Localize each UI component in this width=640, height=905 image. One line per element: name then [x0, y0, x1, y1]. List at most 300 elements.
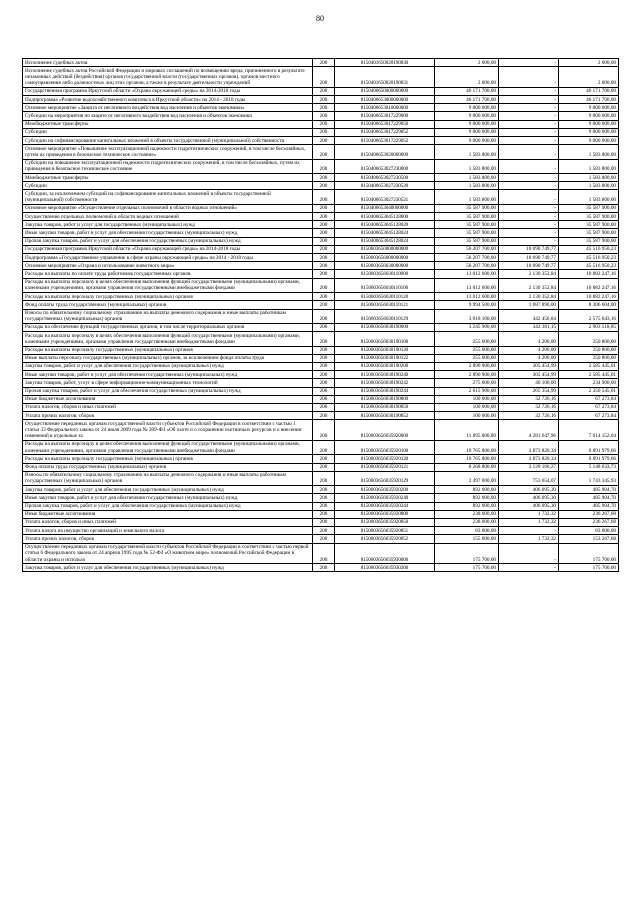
cell-budget-code: 8150406653017229052 — [335, 137, 435, 145]
cell-approved: 46 171 700,00 — [435, 96, 499, 104]
cell-approved: 892 000,00 — [435, 502, 499, 510]
cell-approved: 3 245 900,00 — [435, 323, 499, 331]
cell-line-code: 200 — [313, 309, 335, 323]
cell-unexecuted: 45 516 950,23 — [559, 262, 619, 270]
table-row — [23, 332, 619, 346]
cell-line-code: 200 — [313, 463, 335, 471]
table-row — [23, 229, 619, 237]
cell-name: Уплата прочих налогов, сборов — [23, 535, 313, 543]
cell-approved: 2 615 900,00 — [435, 387, 499, 395]
cell-approved: 9 000 000,00 — [435, 120, 499, 128]
cell-executed: 3 120 166,27 — [499, 463, 559, 471]
cell-name: Субсидии на софинансирование капитальных вложений в объекты государственной (муниципальной) собственности — [23, 137, 313, 145]
cell-budget-code: 8150603656030190000 — [335, 323, 435, 331]
cell-approved: 83 000,00 — [435, 527, 499, 535]
table-row — [23, 510, 619, 518]
cell-budget-code: 8150603656030110129 — [335, 309, 435, 323]
cell-name: Субсидии на повышение эксплуатационной надежности гидротехнических сооружений, в том числе бесхозяйных, путем их приведения в безопасное техническое состояние — [23, 159, 313, 173]
cell-approved: 10 765 800,00 — [435, 455, 499, 463]
cell-line-code: 200 — [313, 237, 335, 245]
cell-budget-code: 8150603656035930000 — [335, 543, 435, 564]
cell-budget-code: 8150603656030190122 — [335, 354, 435, 362]
cell-budget-code: 8150603656000000000 — [335, 254, 435, 262]
cell-executed: 4 281 647,96 — [499, 420, 559, 441]
cell-budget-code: 8150401650020190830 — [335, 59, 435, 67]
cell-name: Иные бюджетные ассигнования — [23, 510, 313, 518]
table-row — [23, 221, 619, 229]
cell-name: Взносы по обязательному социальному страхованию на выплаты денежного содержания и иные выплаты работникам государственных (муниципальных) органов — [23, 471, 313, 485]
cell-line-code: 200 — [313, 137, 335, 145]
cell-approved: 11 895 800,00 — [435, 420, 499, 441]
cell-budget-code: 8150603656030110121 — [335, 301, 435, 309]
cell-budget-code: 8150603650000000000 — [335, 245, 435, 253]
table-row — [23, 362, 619, 370]
cell-approved: 255 000,00 — [435, 354, 499, 362]
cell-line-code: 200 — [313, 346, 335, 354]
cell-approved: 1 583 800,00 — [435, 159, 499, 173]
cell-name: Субсидии — [23, 128, 313, 136]
cell-name: Уплата налогов, сборов и иных платежей — [23, 518, 313, 526]
cell-budget-code: 8150406653010000000 — [335, 104, 435, 112]
cell-executed: - — [499, 120, 559, 128]
cell-budget-code: 8150603656035920121 — [335, 463, 435, 471]
cell-approved: 56 207 700,00 — [435, 262, 499, 270]
cell-unexecuted: 10 882 247,16 — [559, 278, 619, 292]
table-row — [23, 379, 619, 387]
cell-line-code: 200 — [313, 379, 335, 387]
cell-unexecuted: 10 882 247,16 — [559, 293, 619, 301]
cell-executed: 406 095,30 — [499, 494, 559, 502]
cell-line-code: 200 — [313, 190, 335, 204]
cell-unexecuted: 1 743 345,93 — [559, 471, 619, 485]
cell-line-code: 200 — [313, 128, 335, 136]
table-row — [23, 59, 619, 67]
cell-approved: 1 583 800,00 — [435, 174, 499, 182]
cell-budget-code: 8150406653000000000 — [335, 96, 435, 104]
cell-line-code: 200 — [313, 262, 335, 270]
cell-budget-code: 8150603656030190850 — [335, 403, 435, 411]
cell-name: Расходы на обеспечение функций государственных органов, в том числе территориальных органов — [23, 323, 313, 331]
cell-approved: 275 000,00 — [435, 379, 499, 387]
table-row — [23, 346, 619, 354]
table-row — [23, 535, 619, 543]
table-row — [23, 262, 619, 270]
cell-name: Субсидии, за исключением субсидий на софинансирование капитальных вложений в объекты государственной (муниципальной) собственности — [23, 190, 313, 204]
cell-budget-code: 8150406653017229000 — [335, 112, 435, 120]
cell-name: Уплата налогов, сборов и иных платежей — [23, 403, 313, 411]
cell-budget-code: 8150406653017229052 — [335, 128, 435, 136]
cell-executed: 305 454,99 — [499, 362, 559, 370]
table-row — [23, 293, 619, 301]
cell-executed: 342 381,15 — [499, 323, 559, 331]
cell-budget-code: 8150603656030190800 — [335, 395, 435, 403]
cell-unexecuted: 9 000 000,00 — [559, 104, 619, 112]
cell-name: Уплата прочих налогов, сборов — [23, 412, 313, 420]
table-row — [23, 120, 619, 128]
table-body — [23, 59, 619, 572]
table-row — [23, 137, 619, 145]
cell-unexecuted: 2 000,00 — [559, 67, 619, 88]
cell-executed: - — [499, 104, 559, 112]
cell-approved: 100 000,00 — [435, 403, 499, 411]
cell-line-code: 200 — [313, 564, 335, 572]
cell-approved: 238 000,00 — [435, 518, 499, 526]
cell-name: Расходы на выплаты персоналу в целях обеспечения выполнения функций государственными (муниципальными) органами, казенными учреждениями, органами управления государственными внебюджетными фондами — [23, 332, 313, 346]
cell-executed: 4 200,00 — [499, 332, 559, 346]
cell-approved: 2 890 900,00 — [435, 371, 499, 379]
cell-approved: 892 000,00 — [435, 486, 499, 494]
cell-executed: 32 726,16 — [499, 412, 559, 420]
cell-unexecuted: 2 903 518,85 — [559, 323, 619, 331]
cell-budget-code: 8150603656030190200 — [335, 362, 435, 370]
cell-line-code: 200 — [313, 527, 335, 535]
cell-executed: - — [499, 67, 559, 88]
cell-executed: 2 130 352,84 — [499, 278, 559, 292]
cell-line-code: 200 — [313, 362, 335, 370]
cell-name: Государственная программа Иркутской области «Охрана окружающей среды» на 2014-2018 годы — [23, 245, 313, 253]
table-row — [23, 518, 619, 526]
cell-line-code: 200 — [313, 245, 335, 253]
cell-budget-code: 8150406653027230500 — [335, 174, 435, 182]
cell-unexecuted: 35 587 900,00 — [559, 237, 619, 245]
cell-name: Иные выплаты персоналу государственных (муниципальных) органов, за исключением фонда оплаты труда — [23, 354, 313, 362]
table-row — [23, 527, 619, 535]
table-row — [23, 301, 619, 309]
cell-approved: 2 000,00 — [435, 59, 499, 67]
cell-budget-code: 8150406653020000000 — [335, 145, 435, 159]
cell-name: Расходы на выплаты персоналу в целях обеспечения выполнения функций государственными (муниципальными) органами, казенными учреждениями, органами управления государственными внебюджетными фондами — [23, 440, 313, 454]
cell-approved: 2 000,00 — [435, 67, 499, 88]
cell-unexecuted: 35 587 900,00 — [559, 221, 619, 229]
cell-name: Подпрограмма «Развитие водохозяйственного комплекса в Иркутской области» на 2014 - 2018 годы — [23, 96, 313, 104]
cell-line-code: 200 — [313, 221, 335, 229]
table-row — [23, 145, 619, 159]
cell-line-code: 200 — [313, 332, 335, 346]
cell-name: Основное мероприятие «Охрана и использование животного мира» — [23, 262, 313, 270]
cell-approved: 1 583 800,00 — [435, 190, 499, 204]
cell-unexecuted: 1 583 800,00 — [559, 182, 619, 190]
cell-name: Закупка товаров, работ и услуг для обеспечения государственных (муниципальных) нужд — [23, 362, 313, 370]
cell-name: Осуществление отдельных полномочий в области водных отношений — [23, 213, 313, 221]
cell-budget-code: 8150603656035920129 — [335, 471, 435, 485]
budget-execution-table — [22, 58, 619, 572]
table-row — [23, 471, 619, 485]
table-row — [23, 104, 619, 112]
cell-name: Уплата налога на имущество организаций и земельного налога — [23, 527, 313, 535]
cell-name: Осуществление переданных органам государственной власти субъектов Российской Федерации в соответствии с частью первой статьи 6 Федерального закона от 24 апреля 1995 года № 52-ФЗ «О животном мире» полномочий Российской Федерации в области охраны и использо — [23, 543, 313, 564]
table-row — [23, 309, 619, 323]
cell-unexecuted: 250 800,00 — [559, 332, 619, 346]
cell-name: Государственная программа Иркутской области «Охрана окружающей среды» на 2014-2018 годы — [23, 87, 313, 95]
table-row — [23, 204, 619, 212]
cell-name: Прочая закупка товаров, работ и услуг для обеспечения государственных (муниципальных) нужд — [23, 387, 313, 395]
cell-unexecuted: 67 273,84 — [559, 412, 619, 420]
cell-approved: 35 587 900,00 — [435, 213, 499, 221]
cell-unexecuted: 236 267,68 — [559, 510, 619, 518]
cell-line-code: 200 — [313, 455, 335, 463]
cell-executed: - — [499, 527, 559, 535]
cell-approved: 35 587 900,00 — [435, 204, 499, 212]
cell-executed: - — [499, 145, 559, 159]
cell-executed: 10 690 749,77 — [499, 254, 559, 262]
cell-name: Фонд оплаты труда государственных (муниципальных) органов — [23, 463, 313, 471]
cell-unexecuted: 250 800,00 — [559, 354, 619, 362]
cell-approved: 255 000,00 — [435, 332, 499, 346]
cell-executed: 753 654,07 — [499, 471, 559, 485]
cell-approved: 56 207 700,00 — [435, 254, 499, 262]
cell-executed: 1 687 896,00 — [499, 301, 559, 309]
cell-executed: - — [499, 112, 559, 120]
cell-line-code: 200 — [313, 254, 335, 262]
table-row — [23, 494, 619, 502]
table-row — [23, 463, 619, 471]
table-row — [23, 174, 619, 182]
table-row — [23, 278, 619, 292]
cell-approved: 10 765 800,00 — [435, 440, 499, 454]
cell-line-code: 200 — [313, 354, 335, 362]
table-row — [23, 159, 619, 173]
cell-unexecuted: 2 585 445,01 — [559, 371, 619, 379]
cell-approved: 238 000,00 — [435, 510, 499, 518]
cell-line-code: 200 — [313, 104, 335, 112]
cell-unexecuted: 485 904,70 — [559, 486, 619, 494]
cell-executed: 305 454,99 — [499, 371, 559, 379]
cell-line-code: 200 — [313, 371, 335, 379]
cell-line-code: 200 — [313, 510, 335, 518]
cell-unexecuted: 9 000 000,00 — [559, 128, 619, 136]
cell-line-code: 200 — [313, 323, 335, 331]
cell-budget-code: 8150603656035920852 — [335, 535, 435, 543]
cell-line-code: 200 — [313, 502, 335, 510]
cell-approved: 175 700,00 — [435, 564, 499, 572]
table-row — [23, 245, 619, 253]
cell-unexecuted: 2 000,00 — [559, 59, 619, 67]
cell-budget-code: 8150406650000000000 — [335, 87, 435, 95]
cell-line-code: 200 — [313, 213, 335, 221]
table-row — [23, 190, 619, 204]
cell-budget-code: 8150603656035930200 — [335, 564, 435, 572]
cell-name: Субсидии на мероприятия по защите от негативного воздействия вод населения и объектов экономики — [23, 112, 313, 120]
cell-approved: 56 207 700,00 — [435, 245, 499, 253]
table-row — [23, 564, 619, 572]
cell-executed: 1 732,32 — [499, 535, 559, 543]
table-row — [23, 182, 619, 190]
cell-budget-code: 8150603656035920800 — [335, 510, 435, 518]
cell-name: Фонд оплаты труда государственных (муниципальных) органов — [23, 301, 313, 309]
cell-line-code: 200 — [313, 159, 335, 173]
cell-budget-code: 8150401650020190831 — [335, 67, 435, 88]
cell-executed: 1 732,32 — [499, 518, 559, 526]
cell-line-code: 200 — [313, 387, 335, 395]
table-row — [23, 502, 619, 510]
cell-approved: 13 012 600,00 — [435, 278, 499, 292]
table-row — [23, 486, 619, 494]
cell-line-code: 200 — [313, 270, 335, 278]
cell-budget-code: 8150603656030190852 — [335, 412, 435, 420]
cell-budget-code: 8150406653040000000 — [335, 204, 435, 212]
cell-line-code: 200 — [313, 301, 335, 309]
cell-executed: - — [499, 137, 559, 145]
cell-name: Взносы по обязательному социальному страхованию на выплаты денежного содержания и иные выплаты работникам государственных (муниципальных) органов — [23, 309, 313, 323]
cell-line-code: 200 — [313, 87, 335, 95]
cell-approved: 35 587 900,00 — [435, 221, 499, 229]
cell-unexecuted: 35 587 900,00 — [559, 213, 619, 221]
cell-name: Расходы на выплаты персоналу государственных (муниципальных) органов — [23, 455, 313, 463]
cell-unexecuted: 10 882 247,16 — [559, 270, 619, 278]
cell-name: Закупка товаров, работ и услуг для государственных (муниципальных) нужд — [23, 221, 313, 229]
cell-unexecuted: 2 350 545,01 — [559, 387, 619, 395]
cell-approved: 9 000 000,00 — [435, 128, 499, 136]
cell-executed: 2 130 352,84 — [499, 270, 559, 278]
cell-line-code: 200 — [313, 471, 335, 485]
cell-executed: - — [499, 96, 559, 104]
cell-budget-code: 8150603656030190240 — [335, 371, 435, 379]
page-number: 80 — [316, 14, 324, 23]
cell-line-code: 200 — [313, 229, 335, 237]
cell-executed: 10 690 749,77 — [499, 245, 559, 253]
table-row — [23, 96, 619, 104]
cell-executed: - — [499, 221, 559, 229]
cell-approved: 13 012 600,00 — [435, 293, 499, 301]
cell-line-code: 200 — [313, 182, 335, 190]
cell-approved: 1 583 800,00 — [435, 145, 499, 159]
cell-unexecuted: 8 306 604,00 — [559, 301, 619, 309]
cell-unexecuted: 67 273,84 — [559, 403, 619, 411]
table-row — [23, 371, 619, 379]
cell-budget-code: 8150406653017229050 — [335, 120, 435, 128]
cell-budget-code: 8150406653027230521 — [335, 190, 435, 204]
cell-line-code: 200 — [313, 412, 335, 420]
cell-executed: 1 732,32 — [499, 510, 559, 518]
cell-executed: 442 456,84 — [499, 309, 559, 323]
cell-budget-code: 8150603656030110000 — [335, 270, 435, 278]
cell-unexecuted: 5 148 633,73 — [559, 463, 619, 471]
cell-executed: - — [499, 204, 559, 212]
cell-unexecuted: 175 700,00 — [559, 564, 619, 572]
cell-budget-code: 8150603656030110100 — [335, 278, 435, 292]
cell-name: Закупка товаров, работ и услуг для обеспечения государственных (муниципальных) нужд — [23, 564, 313, 572]
cell-unexecuted: 6 891 979,66 — [559, 440, 619, 454]
cell-budget-code: 8150406653045128000 — [335, 213, 435, 221]
cell-executed: - — [499, 128, 559, 136]
cell-line-code: 200 — [313, 278, 335, 292]
table-row — [23, 354, 619, 362]
cell-executed: 406 095,30 — [499, 502, 559, 510]
cell-unexecuted: 35 587 900,00 — [559, 204, 619, 212]
cell-unexecuted: 234 900,00 — [559, 379, 619, 387]
cell-name: Иные закупки товаров, работ и услуг для обеспечения государственных (муниципальных) нужд — [23, 229, 313, 237]
cell-name: Расходы на выплаты персоналу государственных (муниципальных) органов — [23, 346, 313, 354]
cell-executed: 2 130 352,84 — [499, 293, 559, 301]
cell-budget-code: 8150603656030190100 — [335, 332, 435, 346]
cell-name: Прочая закупка товаров, работ и услуг для обеспечения государственных (муниципальных) нужд — [23, 237, 313, 245]
cell-budget-code: 8150603656035920100 — [335, 440, 435, 454]
table-row — [23, 412, 619, 420]
table-row — [23, 112, 619, 120]
cell-name: Иные закупки товаров, работ и услуг для обеспечения государственных (муниципальных) нужд — [23, 371, 313, 379]
cell-unexecuted: 1 583 800,00 — [559, 159, 619, 173]
cell-executed: - — [499, 564, 559, 572]
cell-line-code: 200 — [313, 395, 335, 403]
cell-approved: 3 018 100,00 — [435, 309, 499, 323]
cell-name: Подпрограмма «Государственное управление в сфере охраны окружающей среды» на 2014 - 2018 годы — [23, 254, 313, 262]
cell-line-code: 200 — [313, 67, 335, 88]
cell-name: Межбюджетные трансферты — [23, 174, 313, 182]
cell-approved: 100 000,00 — [435, 412, 499, 420]
cell-unexecuted: 9 000 000,00 — [559, 137, 619, 145]
cell-line-code: 200 — [313, 486, 335, 494]
table-row — [23, 420, 619, 441]
cell-name: Расходы на выплаты персоналу государственных (муниципальных) органов — [23, 293, 313, 301]
cell-name: Основное мероприятие «Защита от негативного воздействия вод населения и объектов экономики» — [23, 104, 313, 112]
cell-budget-code: 8150406653045128020 — [335, 221, 435, 229]
cell-name: Расходы на выплаты персоналу в целях обеспечения выполнения функций государственными (муниципальными) органами, казенными учреждениями, органами управления государственными внебюджетными фондами — [23, 278, 313, 292]
cell-name: Субсидии — [23, 182, 313, 190]
cell-executed: - — [499, 229, 559, 237]
table-row — [23, 323, 619, 331]
cell-unexecuted: 6 891 979,66 — [559, 455, 619, 463]
cell-executed: 265 354,99 — [499, 387, 559, 395]
cell-name: Иные бюджетные ассигнования — [23, 395, 313, 403]
cell-approved: 100 000,00 — [435, 395, 499, 403]
cell-unexecuted: 485 904,70 — [559, 502, 619, 510]
cell-unexecuted: 9 000 000,00 — [559, 120, 619, 128]
cell-budget-code: 8150603656030190120 — [335, 346, 435, 354]
cell-name: Основное мероприятие «Осуществление отдельных полномочий в области водных отношений» — [23, 204, 313, 212]
cell-line-code: 200 — [313, 120, 335, 128]
cell-unexecuted: 46 171 700,00 — [559, 96, 619, 104]
cell-approved: 46 171 700,00 — [435, 87, 499, 95]
cell-budget-code: 8150406653045128024 — [335, 237, 435, 245]
cell-approved: 255 000,00 — [435, 346, 499, 354]
cell-executed: - — [499, 159, 559, 173]
cell-approved: 35 587 900,00 — [435, 229, 499, 237]
cell-executed: - — [499, 174, 559, 182]
cell-executed: - — [499, 59, 559, 67]
cell-executed: 10 690 749,77 — [499, 262, 559, 270]
cell-unexecuted: 1 583 800,00 — [559, 145, 619, 159]
cell-unexecuted: 2 575 643,16 — [559, 309, 619, 323]
cell-executed: - — [499, 190, 559, 204]
table-row — [23, 440, 619, 454]
cell-unexecuted: 250 800,00 — [559, 346, 619, 354]
cell-line-code: 200 — [313, 293, 335, 301]
cell-executed: 4 200,00 — [499, 346, 559, 354]
cell-unexecuted: 153 267,68 — [559, 535, 619, 543]
cell-executed: - — [499, 213, 559, 221]
cell-unexecuted: 1 583 800,00 — [559, 190, 619, 204]
cell-unexecuted: 236 267,68 — [559, 518, 619, 526]
cell-budget-code: 8150603656030000000 — [335, 262, 435, 270]
cell-budget-code: 8150603656030190244 — [335, 387, 435, 395]
cell-budget-code: 8150603656035920244 — [335, 502, 435, 510]
cell-unexecuted: 45 516 950,23 — [559, 245, 619, 253]
cell-name: Исполнение судебных актов Российской Федерации и мировых соглашений по возмещению вреда, причиненного в результате незаконных действий (бездействия) органов государственной власти (государственных органов), органов местного самоуправления либо должностных лиц этих органов, а также в результате деятельности учреждений — [23, 67, 313, 88]
table-row — [23, 237, 619, 245]
cell-approved: 1 583 800,00 — [435, 182, 499, 190]
cell-name: Прочая закупка товаров, работ и услуг для обеспечения государственных (муниципальных) нужд — [23, 502, 313, 510]
cell-name: Исполнение судебных актов — [23, 59, 313, 67]
table-row — [23, 543, 619, 564]
cell-name: Закупка товаров, работ, услуг в сфере информационно-коммуникационных технологий — [23, 379, 313, 387]
cell-approved: 9 000 000,00 — [435, 112, 499, 120]
cell-approved: 155 000,00 — [435, 535, 499, 543]
cell-unexecuted: 83 000,00 — [559, 527, 619, 535]
cell-executed: - — [499, 87, 559, 95]
cell-executed: - — [499, 237, 559, 245]
cell-unexecuted: 67 273,84 — [559, 395, 619, 403]
table-row — [23, 254, 619, 262]
